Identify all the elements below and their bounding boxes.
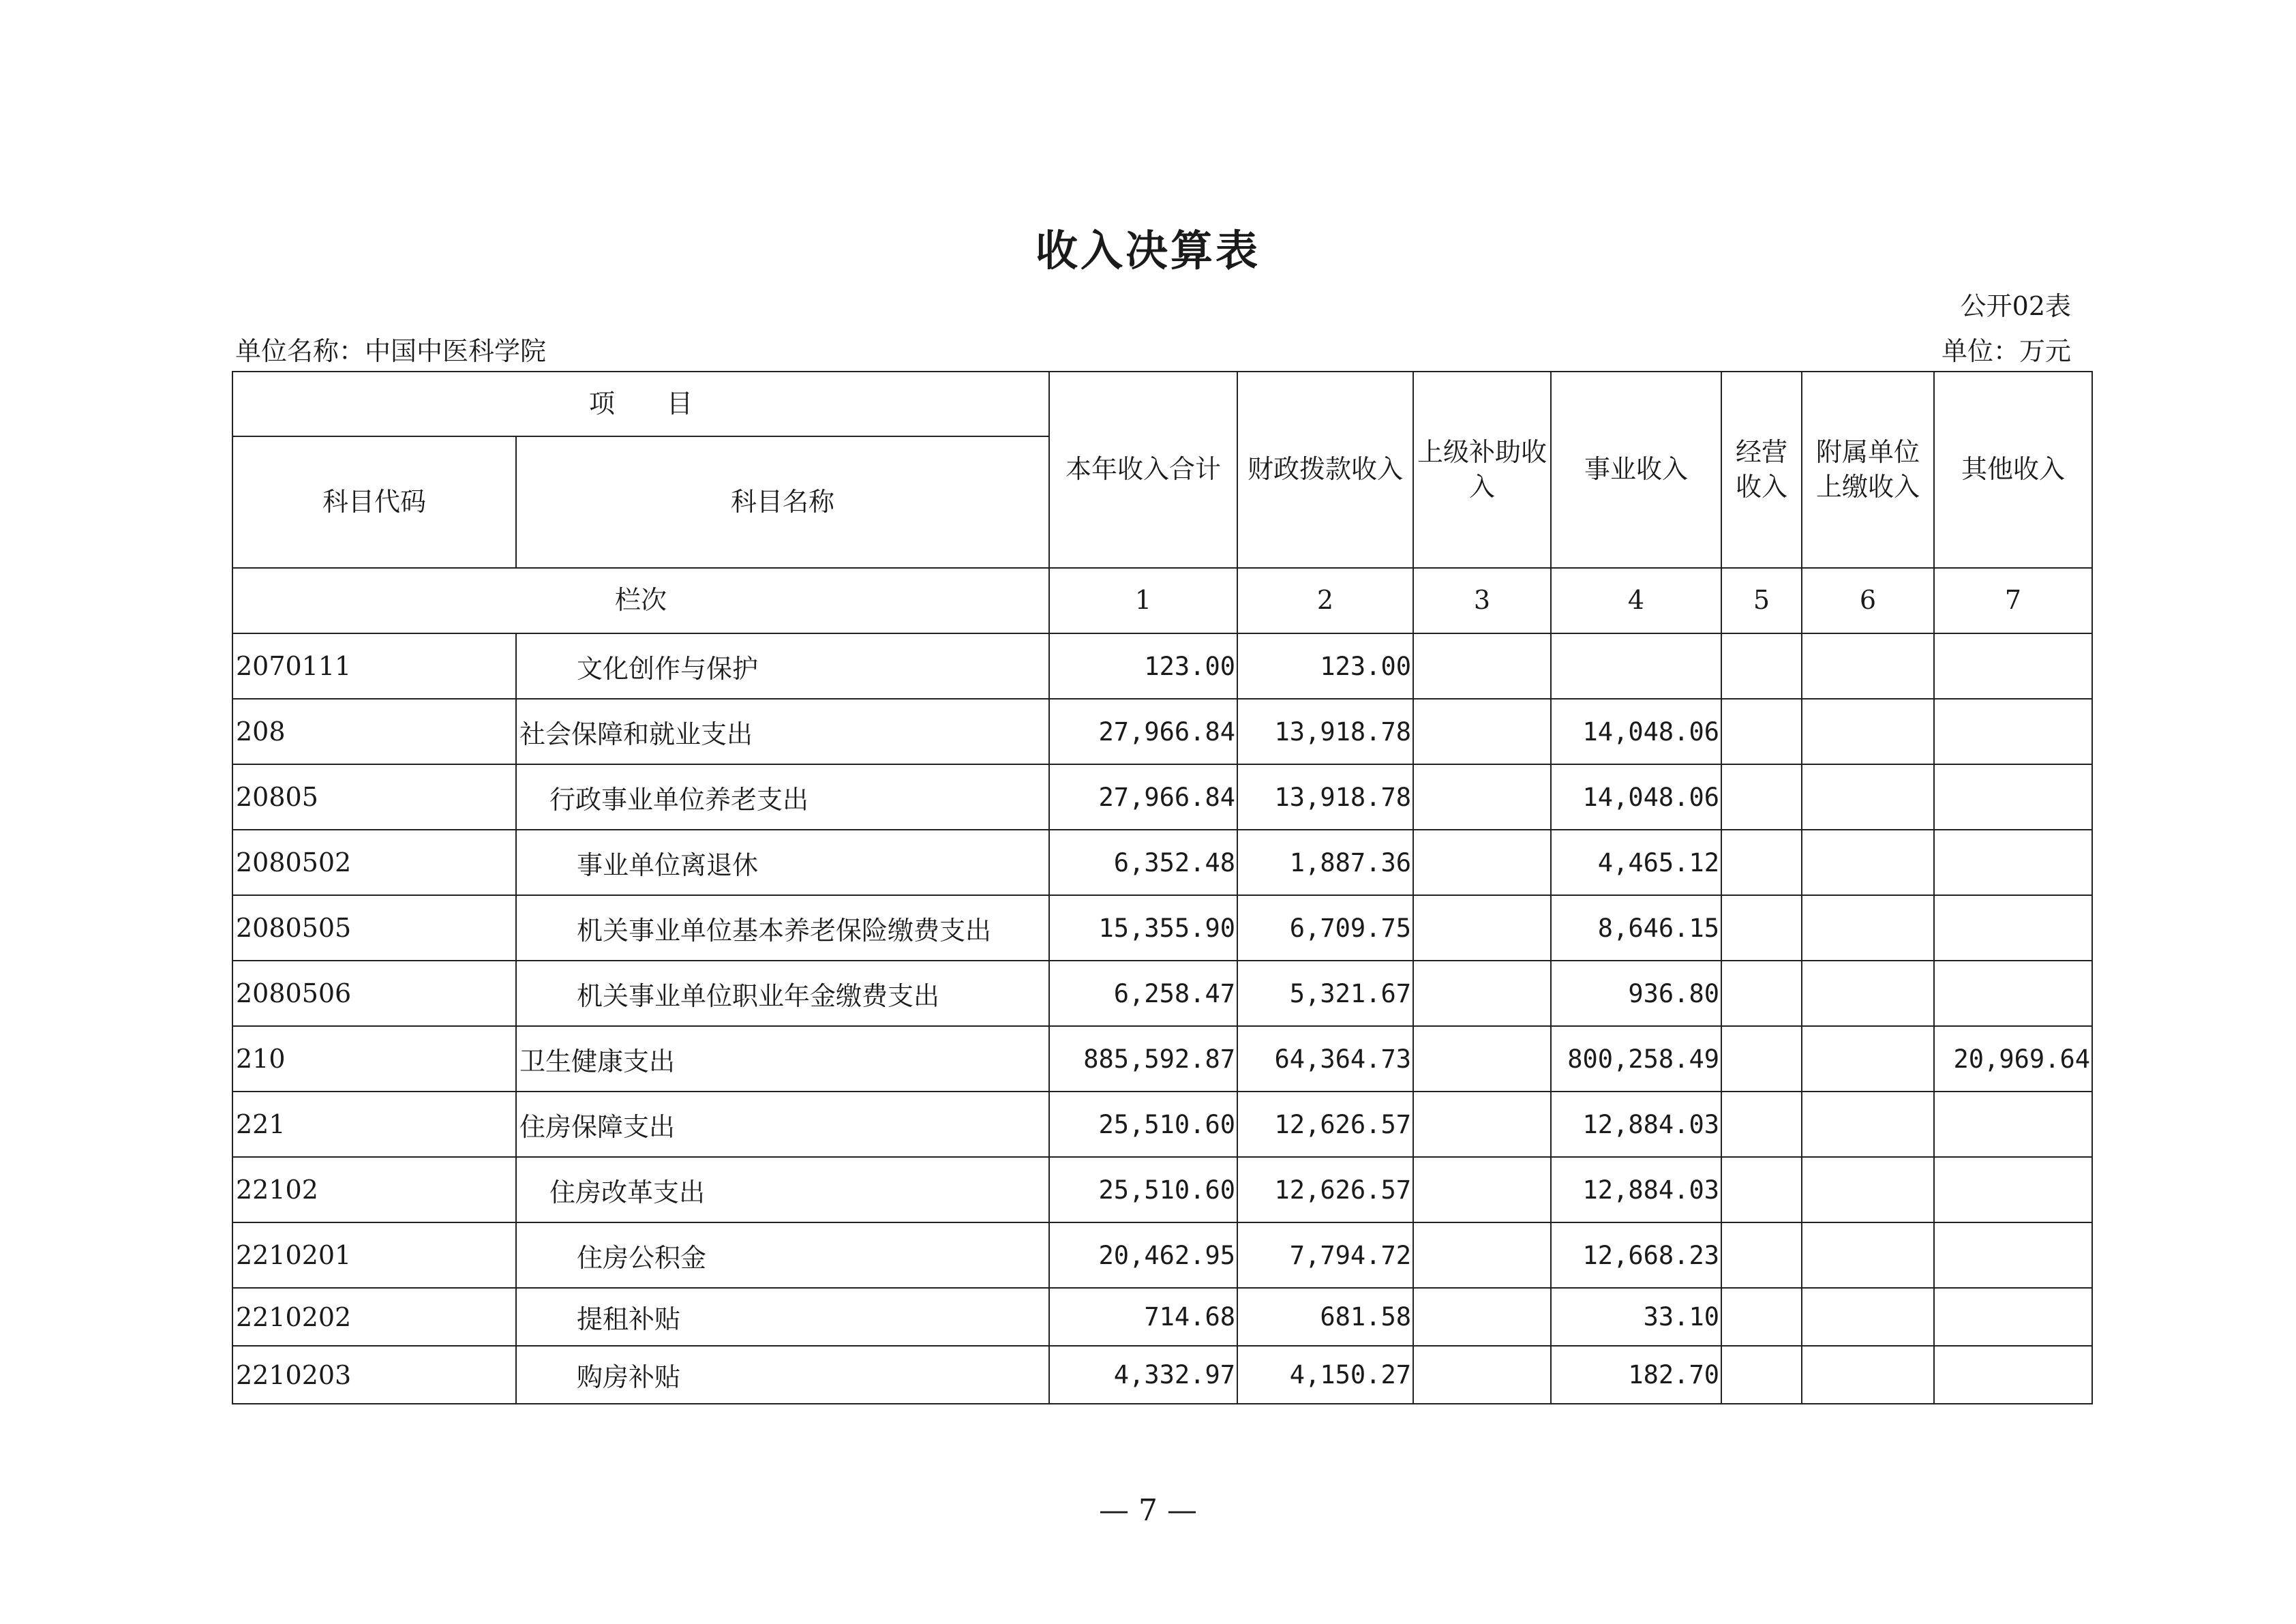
amount-cell [1934, 1346, 2092, 1404]
column-index: 5 [1721, 568, 1802, 633]
header-col5: 经营收入 [1721, 372, 1802, 568]
table-row [232, 1092, 2092, 1157]
header-item: 项 目 [232, 372, 1049, 436]
header-col4: 事业收入 [1551, 372, 1721, 568]
amount-cell [1934, 830, 2092, 895]
amount-cell: 885,592.87 [1049, 1026, 1237, 1092]
header-col1: 本年收入合计 [1049, 372, 1237, 568]
subject-name: 事业单位离退休 [516, 830, 1049, 895]
unit-name: 单位名称：中国中医科学院 [235, 336, 547, 366]
amount-cell [1934, 633, 2092, 699]
header-col7: 其他收入 [1934, 372, 2092, 568]
table-row [232, 1026, 2092, 1092]
subject-code: 208 [232, 699, 516, 764]
subject-code: 2080502 [232, 830, 516, 895]
amount-cell: 12,668.23 [1551, 1222, 1721, 1288]
amount-cell [1802, 1092, 1934, 1157]
form-number: 公开02表 [1960, 291, 2071, 321]
amount-cell: 12,884.03 [1551, 1157, 1721, 1222]
subject-code: 2210202 [232, 1288, 516, 1346]
amount-cell: 4,465.12 [1551, 830, 1721, 895]
amount-cell [1802, 1288, 1934, 1346]
amount-cell [1413, 1222, 1551, 1288]
amount-cell [1802, 961, 1934, 1026]
amount-cell [1721, 1092, 1802, 1157]
subject-name: 住房公积金 [516, 1222, 1049, 1288]
amount-cell [1934, 764, 2092, 830]
amount-cell: 6,258.47 [1049, 961, 1237, 1026]
amount-cell [1802, 1026, 1934, 1092]
amount-cell [1413, 1288, 1551, 1346]
amount-cell: 714.68 [1049, 1288, 1237, 1346]
column-index-row [232, 568, 2092, 633]
amount-cell [1413, 1157, 1551, 1222]
amount-cell: 4,150.27 [1237, 1346, 1413, 1404]
amount-cell: 64,364.73 [1237, 1026, 1413, 1092]
amount-cell [1802, 830, 1934, 895]
amount-cell: 27,966.84 [1049, 699, 1237, 764]
amount-cell: 27,966.84 [1049, 764, 1237, 830]
table-row [232, 1222, 2092, 1288]
amount-cell [1413, 1092, 1551, 1157]
amount-cell [1413, 895, 1551, 961]
amount-cell [1721, 633, 1802, 699]
header-col2: 财政拨款收入 [1237, 372, 1413, 568]
subject-name: 购房补贴 [516, 1346, 1049, 1404]
subject-name: 行政事业单位养老支出 [516, 764, 1049, 830]
amount-cell [1934, 699, 2092, 764]
subject-name: 住房改革支出 [516, 1157, 1049, 1222]
subject-name: 社会保障和就业支出 [516, 699, 1049, 764]
amount-cell [1413, 633, 1551, 699]
table-row [232, 830, 2092, 895]
amount-cell [1413, 699, 1551, 764]
header-col6: 附属单位上缴收入 [1802, 372, 1934, 568]
subject-code: 221 [232, 1092, 516, 1157]
amount-cell: 7,794.72 [1237, 1222, 1413, 1288]
amount-cell: 14,048.06 [1551, 699, 1721, 764]
table-row [232, 699, 2092, 764]
column-index: 2 [1237, 568, 1413, 633]
amount-cell: 14,048.06 [1551, 764, 1721, 830]
column-index: 7 [1934, 568, 2092, 633]
amount-cell: 12,884.03 [1551, 1092, 1721, 1157]
amount-cell [1721, 764, 1802, 830]
amount-cell: 6,352.48 [1049, 830, 1237, 895]
subject-code: 2210201 [232, 1222, 516, 1288]
amount-cell [1413, 764, 1551, 830]
amount-cell: 15,355.90 [1049, 895, 1237, 961]
amount-cell: 25,510.60 [1049, 1092, 1237, 1157]
amount-cell [1413, 830, 1551, 895]
amount-cell [1413, 1026, 1551, 1092]
amount-cell [1721, 961, 1802, 1026]
amount-cell [1551, 633, 1721, 699]
table-row [232, 961, 2092, 1026]
amount-cell: 182.70 [1551, 1346, 1721, 1404]
column-index: 3 [1413, 568, 1551, 633]
subject-code: 2070111 [232, 633, 516, 699]
amount-cell [1802, 895, 1934, 961]
amount-cell [1721, 1288, 1802, 1346]
amount-cell: 123.00 [1049, 633, 1237, 699]
column-index: 4 [1551, 568, 1721, 633]
amount-cell: 4,332.97 [1049, 1346, 1237, 1404]
amount-cell: 800,258.49 [1551, 1026, 1721, 1092]
amount-cell [1802, 1157, 1934, 1222]
table-row [232, 1346, 2092, 1404]
amount-cell [1934, 1092, 2092, 1157]
column-index: 6 [1802, 568, 1934, 633]
amount-cell: 5,321.67 [1237, 961, 1413, 1026]
header-col3: 上级补助收入 [1413, 372, 1551, 568]
amount-cell: 123.00 [1237, 633, 1413, 699]
subject-code: 22102 [232, 1157, 516, 1222]
subject-name: 机关事业单位职业年金缴费支出 [516, 961, 1049, 1026]
subject-code: 2080505 [232, 895, 516, 961]
subject-name: 住房保障支出 [516, 1092, 1049, 1157]
amount-cell [1934, 1222, 2092, 1288]
page-title: 收入决算表 [1035, 226, 1260, 275]
amount-cell [1721, 1346, 1802, 1404]
table-row [232, 633, 2092, 699]
subject-code: 2080506 [232, 961, 516, 1026]
income-table [232, 371, 2093, 1404]
header-name: 科目名称 [516, 436, 1049, 568]
header-code: 科目代码 [232, 436, 516, 568]
lanci-label: 栏次 [232, 568, 1049, 633]
amount-cell: 1,887.36 [1237, 830, 1413, 895]
amount-cell [1934, 961, 2092, 1026]
amount-cell [1802, 1222, 1934, 1288]
header-row [232, 372, 2092, 436]
amount-cell: 936.80 [1551, 961, 1721, 1026]
subject-name: 机关事业单位基本养老保险缴费支出 [516, 895, 1049, 961]
subject-name: 卫生健康支出 [516, 1026, 1049, 1092]
amount-cell: 12,626.57 [1237, 1157, 1413, 1222]
subject-name: 文化创作与保护 [516, 633, 1049, 699]
amount-cell: 8,646.15 [1551, 895, 1721, 961]
subject-code: 210 [232, 1026, 516, 1092]
currency-unit: 单位：万元 [1941, 336, 2071, 366]
amount-cell [1721, 699, 1802, 764]
amount-cell: 13,918.78 [1237, 764, 1413, 830]
table-row [232, 895, 2092, 961]
page-number: — 7 — [1099, 1493, 1197, 1528]
amount-cell: 6,709.75 [1237, 895, 1413, 961]
amount-cell: 13,918.78 [1237, 699, 1413, 764]
amount-cell [1413, 961, 1551, 1026]
subject-code: 20805 [232, 764, 516, 830]
amount-cell [1721, 1222, 1802, 1288]
amount-cell [1721, 1157, 1802, 1222]
amount-cell [1934, 895, 2092, 961]
amount-cell: 20,462.95 [1049, 1222, 1237, 1288]
amount-cell [1413, 1346, 1551, 1404]
table-body [232, 633, 2092, 1404]
amount-cell: 12,626.57 [1237, 1092, 1413, 1157]
amount-cell: 20,969.64 [1934, 1026, 2092, 1092]
amount-cell [1721, 1026, 1802, 1092]
amount-cell: 681.58 [1237, 1288, 1413, 1346]
amount-cell [1802, 1346, 1934, 1404]
amount-cell [1802, 633, 1934, 699]
amount-cell [1802, 699, 1934, 764]
subject-name: 提租补贴 [516, 1288, 1049, 1346]
column-index: 1 [1049, 568, 1237, 633]
amount-cell [1934, 1157, 2092, 1222]
amount-cell [1934, 1288, 2092, 1346]
subject-code: 2210203 [232, 1346, 516, 1404]
amount-cell [1721, 895, 1802, 961]
table-row [232, 1157, 2092, 1222]
amount-cell: 33.10 [1551, 1288, 1721, 1346]
amount-cell [1721, 830, 1802, 895]
amount-cell: 25,510.60 [1049, 1157, 1237, 1222]
table-row [232, 1288, 2092, 1346]
amount-cell [1802, 764, 1934, 830]
table-row [232, 764, 2092, 830]
